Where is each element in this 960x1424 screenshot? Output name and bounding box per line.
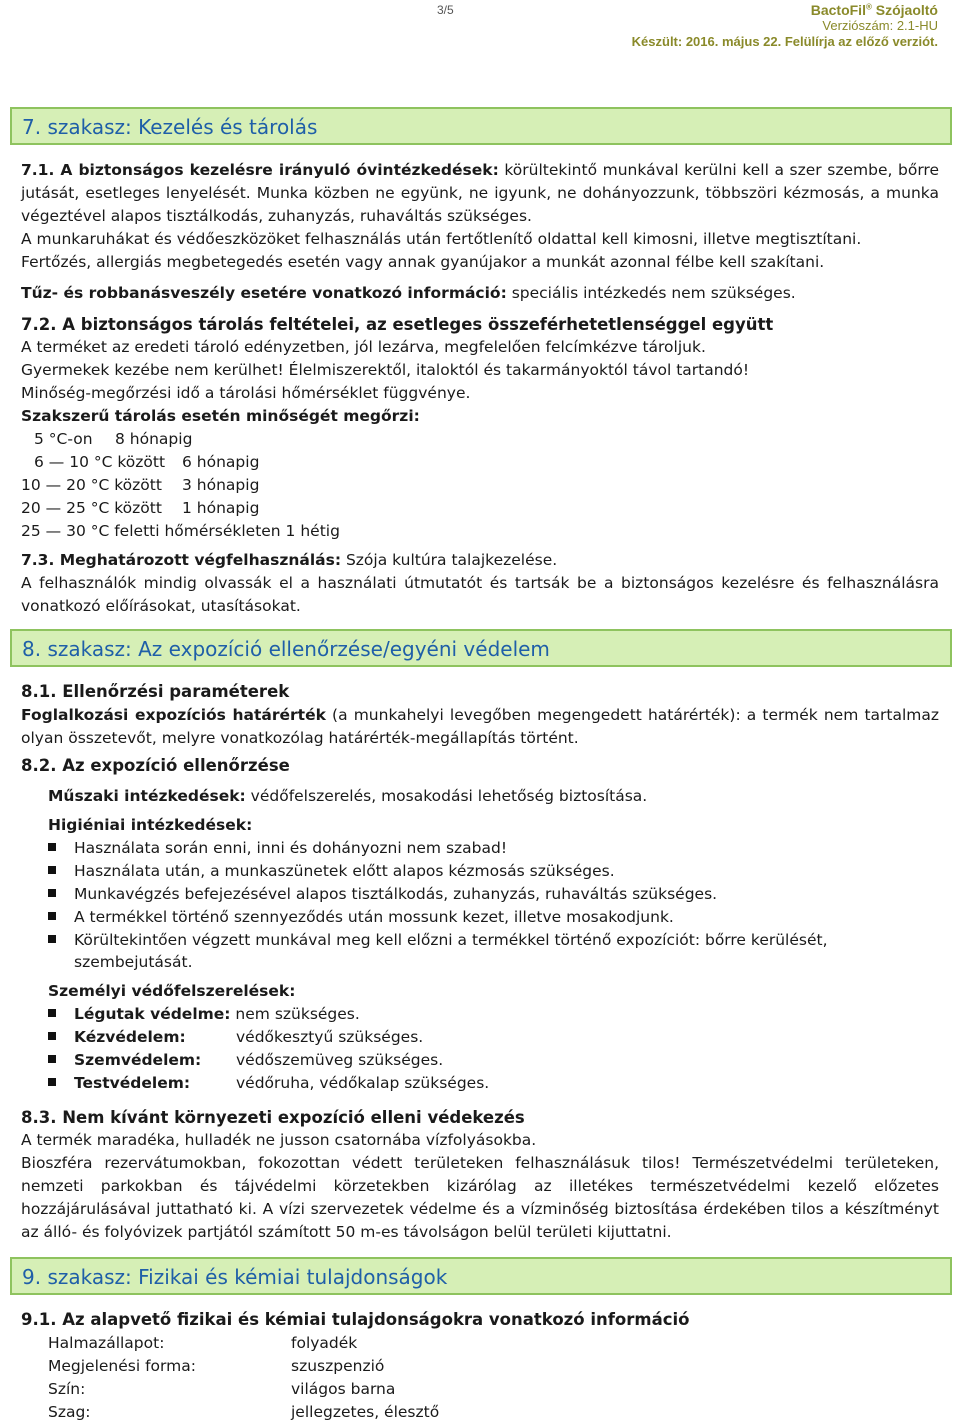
paragraph-7-3-b: A felhasználók mindig olvassák el a használati útmutatót és tartsák be a biztonságos kezelésre és felhasználásra vonatkozó előírásokat, utasításokat. <box>21 574 939 615</box>
list-item: Használata után, a munkaszünetek előtt alapos kézmosás szükséges. <box>48 860 938 882</box>
paragraph-8-3-a: A termék maradéka, hulladék ne jusson csatornába vízfolyásokba. <box>21 1131 537 1149</box>
property-value: szuszpenzió <box>291 1357 385 1375</box>
storage-temp: 20 — 25 °C között <box>21 499 162 517</box>
ppe-heading: Személyi védőfelszerelések: <box>48 982 296 1000</box>
list-item: A termékkel történő szennyeződés után mossunk kezet, illetve mosakodjunk. <box>48 906 938 928</box>
property-label: Szín: <box>48 1380 86 1398</box>
bullet-icon <box>48 866 56 874</box>
bullet-icon <box>48 843 56 851</box>
bullet-icon <box>48 935 56 943</box>
list-item: Munkavégzés befejezésével alapos tisztálkodás, zuhanyzás, ruhaváltás szükséges. <box>48 883 938 905</box>
list-item: Használata során enni, inni és dohányozni nem szabad! <box>48 837 938 859</box>
storage-temp: 6 — 10 °C között <box>34 453 166 471</box>
paragraph-7-1: 7.1. A biztonságos kezelésre irányuló óvintézkedések: körültekintő munkával kerülni kell a szer szembe, bőrre jutását, esetleges lenyelését. Munka közben ne együnk, ne igyunk, ne dohányozzunk, többszöri kézmosás, a munka végeztével alapos tisztálkodás, zuhanyzás, ruhaváltás szükséges. <box>21 161 939 225</box>
property-label: Megjelenési forma: <box>48 1357 196 1375</box>
section-8-heading: 8. szakasz: Az expozíció ellenőrzése/egyéni védelem <box>10 629 952 667</box>
paragraph-7-1-b: A munkaruhákat és védőeszközöket felhasználás után fertőtlenítő oldattal kell kimosni, illetve megtisztítani. <box>21 230 862 248</box>
property-label: Szag: <box>48 1403 91 1421</box>
paragraph-7-2-c: Minőség-megőrzési idő a tárolási hőmérséklet függvénye. <box>21 384 471 402</box>
subsection-8-1-heading: 8.1. Ellenőrzési paraméterek <box>21 682 290 701</box>
storage-duration: 1 hónapig <box>182 499 260 517</box>
paragraph-8-1: Foglalkozási expozíciós határérték (a munkahelyi levegőben megengedett határérték): a termék nem tartalmaz olyan összetevőt, melyre vonatkozólag határérték-megállapítás történt. <box>21 706 940 747</box>
fire-info: Tűz- és robbanásveszély esetére vonatkozó információ: speciális intézkedés nem szükséges. <box>21 284 796 302</box>
list-item: Légutak védelme: nem szükséges. <box>48 1003 938 1025</box>
subsection-9-1-heading: 9.1. Az alapvető fizikai és kémiai tulajdonságokra vonatkozó információ <box>21 1310 690 1329</box>
list-item: Testvédelem: védőruha, védőkalap szükséges. <box>48 1072 938 1094</box>
storage-temp: 5 °C-on <box>34 430 93 448</box>
paragraph-7-3: 7.3. Meghatározott végfelhasználás: Szója kultúra talajkezelése. <box>21 551 558 569</box>
storage-duration: 3 hónapig <box>182 476 260 494</box>
storage-duration: 6 hónapig <box>182 453 260 471</box>
storage-temp: 25 — 30 °C feletti hőmérsékleten 1 hétig <box>21 522 340 540</box>
list-item: Kézvédelem: védőkesztyű szükséges. <box>48 1026 938 1048</box>
subsection-8-2-heading: 8.2. Az expozíció ellenőrzése <box>21 756 290 775</box>
page-number: 3/5 <box>437 3 454 17</box>
property-value: világos barna <box>291 1380 396 1398</box>
property-value: jellegzetes, élesztő <box>291 1403 440 1421</box>
property-label: Halmazállapot: <box>48 1334 165 1352</box>
bullet-icon <box>48 1055 56 1063</box>
version-number: Verziószám: 2.1-HU <box>822 18 938 33</box>
paragraph-8-3-b: Bioszféra rezervátumokban, fokozottan védett területeken felhasználásuk tilos! Természetvédelmi területeken, nemzeti parkokban és tájvédelmi körzetekben kizárólag az illetékes természetvédelmi kezelő előzetes hozzájárulásával juttatható ki. A vízi szervezetek védelme és a vízminőség biztosítása érdekében tilos a készítményt az álló- és folyóvizek partjától számított 50 m-es távolságon belül területi kijuttatni. <box>21 1154 939 1241</box>
section-7-heading: 7. szakasz: Kezelés és tárolás <box>10 107 952 145</box>
subsection-8-3-heading: 8.3. Nem kívánt környezeti expozíció elleni védekezés <box>21 1108 525 1127</box>
bullet-icon <box>48 1078 56 1086</box>
property-value: folyadék <box>291 1334 358 1352</box>
paragraph-7-2-a: A terméket az eredeti tároló edényzetben, jól lezárva, megfelelően felcímkézve tároljuk. <box>21 338 706 356</box>
bullet-icon <box>48 1009 56 1017</box>
subsection-7-2-heading: 7.2. A biztonságos tárolás feltételei, az esetleges összeférhetetlenséggel együtt <box>21 315 774 334</box>
storage-duration: 8 hónapig <box>115 430 193 448</box>
bullet-icon <box>48 912 56 920</box>
paragraph-7-2-d: Szakszerű tárolás esetén minőségét megőrzi: <box>21 407 420 425</box>
section-9-heading: 9. szakasz: Fizikai és kémiai tulajdonságok <box>10 1257 952 1295</box>
paragraph-7-1-c: Fertőzés, allergiás megbetegedés esetén vagy annak gyanújakor a munkát azonnal félbe kell szakítani. <box>21 253 825 271</box>
hygiene-heading: Higiéniai intézkedések: <box>48 816 253 834</box>
product-name: BactoFil® Szójaoltó <box>810 2 938 18</box>
storage-temp: 10 — 20 °C között <box>21 476 162 494</box>
revision-date: Készült: 2016. május 22. Felülírja az előző verziót. <box>631 34 938 49</box>
bullet-icon <box>48 1032 56 1040</box>
bullet-icon <box>48 889 56 897</box>
list-item: Körültekintően végzett munkával meg kell előzni a termékkel történő expozíciót: bőrre kerülését, szembejutását. <box>48 929 938 973</box>
list-item: Szemvédelem: védőszemüveg szükséges. <box>48 1049 938 1071</box>
technical-measures: Műszaki intézkedések: védőfelszerelés, mosakodási lehetőség biztosítása. <box>48 787 648 805</box>
paragraph-7-2-b: Gyermekek kezébe nem kerülhet! Élelmiszerektől, italoktól és takarmányoktól távol tartandó! <box>21 361 750 379</box>
